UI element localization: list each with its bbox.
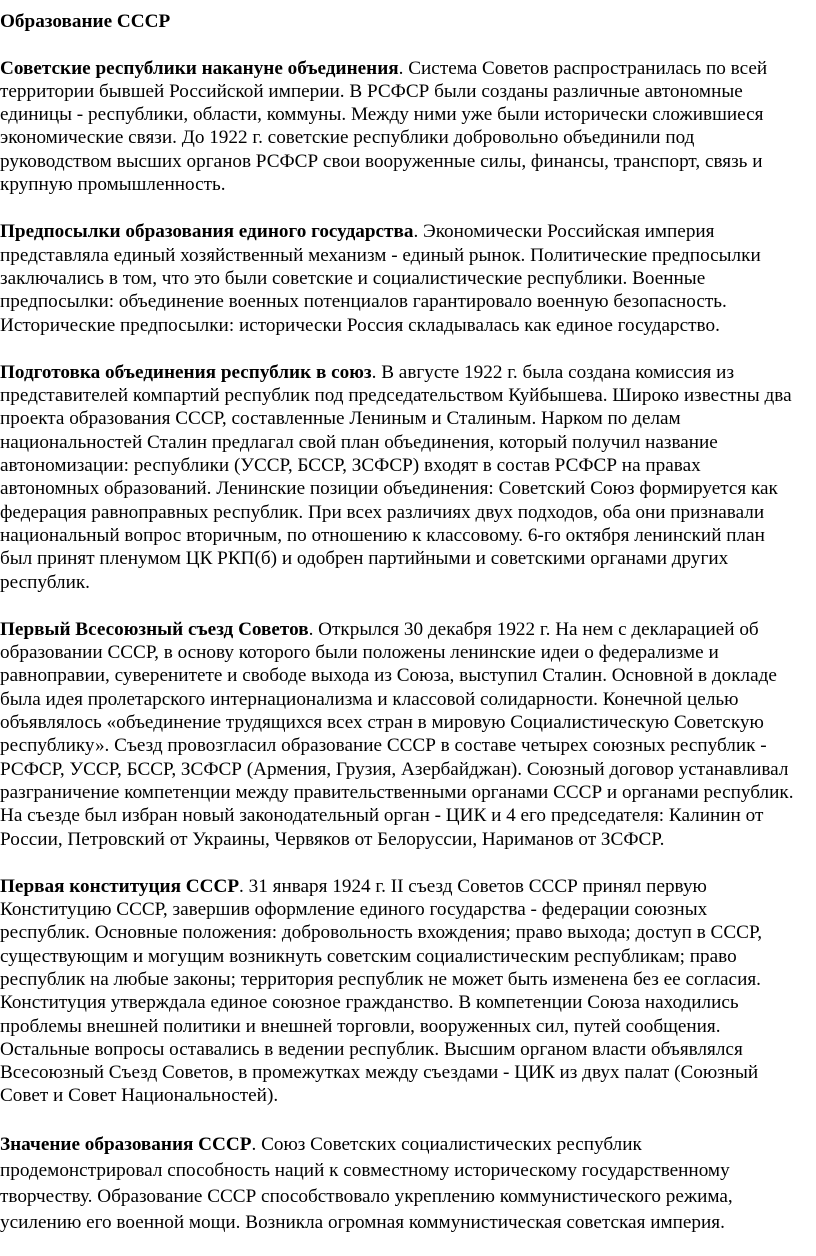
section-prerequisites: [0, 220, 800, 336]
section-body: . Экономически Российская империя представляла единый хозяйственный механизм - единый рынок. Политические предпосылки заключались в том, что это были советские и социалистические республики. Военные предпосылки: объединение военных потенциалов гарантировало военную безопасность. Исторические предпосылки: исторически Россия складывалась как единое государство.: [0, 221, 761, 336]
section-first-constitution: [0, 875, 800, 1108]
section-significance: [0, 1132, 800, 1236]
section-preparation: [0, 361, 800, 594]
section-heading: Предпосылки образования единого государства: [0, 221, 414, 243]
section-first-congress: [0, 618, 800, 851]
section-body: . 31 января 1924 г. II съезд Советов СССР принял первую Конституцию СССР, завершив оформление единого государства - федерации союзных республик. Основные положения: добровольность вхождения; право выхода; доступ в СССР, существующим и могущим возникнуть советским социалистическим республикам; право республик на любые законы; территория республик не может быть изменена без ее согласия. Конституция утверждала единое союзное гражданство. В компетенции Союза находились проблемы внешней политики и внешней торговли, вооруженных сил, путей сообщения. Остальные вопросы оставались в ведении республик. Высшим органом власти объявлялся Всесоюзный Съезд Советов, в промежутках между съездами - ЦИК из двух палат (Союзный Совет и Совет Национальностей).: [0, 875, 763, 1107]
section-heading: Подготовка объединения республик в союз: [0, 361, 372, 383]
section-body: . В августе 1922 г. была создана комиссия из представителей компартий республик под председательством Куйбышева. Широко известны два проекта образования СССР, составленные Лениным и Сталиным. Нарком по делам национальностей Сталин предлагал свой план объединения, который получил название автономизации: республики (УССР, БССР, ЗСФСР) входят в состав РСФСР на правах автономных образований. Ленинские позиции объединения: Советский Союз формируется как федерация равноправных республик. При всех различиях двух подходов, оба они признавали национальный вопрос вторичным, по отношению к классовому. 6-го октября ленинский план был принят пленумом ЦК РКП(б) и одобрен партийными и советскими органами других республик.: [0, 361, 792, 593]
section-heading: Значение образования СССР: [0, 1133, 252, 1155]
section-republics-before-union: [0, 57, 800, 197]
section-body: . Союз Советских социалистических республик продемонстрировал способность наций к совместному историческому государственному творчеству. Образование СССР способствовало укреплению коммунистического режима, усилению его военной мощи. Возникла огромная коммунистическая советская империя.: [0, 1133, 733, 1233]
section-body: . Система Советов распространилась по всей территории бывшей Российской империи. В РСФСР были созданы различные автономные единицы - республики, области, коммуны. Между ними уже были исторически сложившиеся экономические связи. До 1922 г. советские республики добровольно объединили под руководством высших органов РСФСР свои вооруженные силы, финансы, транспорт, связь и крупную промышленность.: [0, 57, 768, 196]
section-heading: Советские республики накануне объединения: [0, 57, 399, 79]
section-heading: Первый Всесоюзный съезд Советов: [0, 618, 309, 640]
document-title: Образование СССР: [0, 11, 171, 32]
section-body: . Открылся 30 декабря 1922 г. На нем с декларацией об образовании СССР, в основу которого были положены ленинские идеи о федерализме и равноправии, суверенитете и свободе выхода из Союза, выступил Сталин. Основной в докладе была идея пролетарского интернационализма и классовой солидарности. Конечной целью объявлялось «объединение трудящихся всех стран в мировую Социалистическую Советскую республику». Съезд провозгласил образование СССР в составе четырех союзных республик - РСФСР, УССР, БССР, ЗСФСР (Армения, Грузия, Азербайджан). Союзный договор устанавливал разграничение компетенции между правительственными органами СССР и органами республик. На съезде был избран новый законодательный орган - ЦИК и 4 его председателя: Калинин от России, Петровский от Украины, Червяков от Белоруссии, Нариманов от ЗСФСР.: [0, 618, 794, 850]
section-heading: Первая конституция СССР: [0, 875, 240, 897]
